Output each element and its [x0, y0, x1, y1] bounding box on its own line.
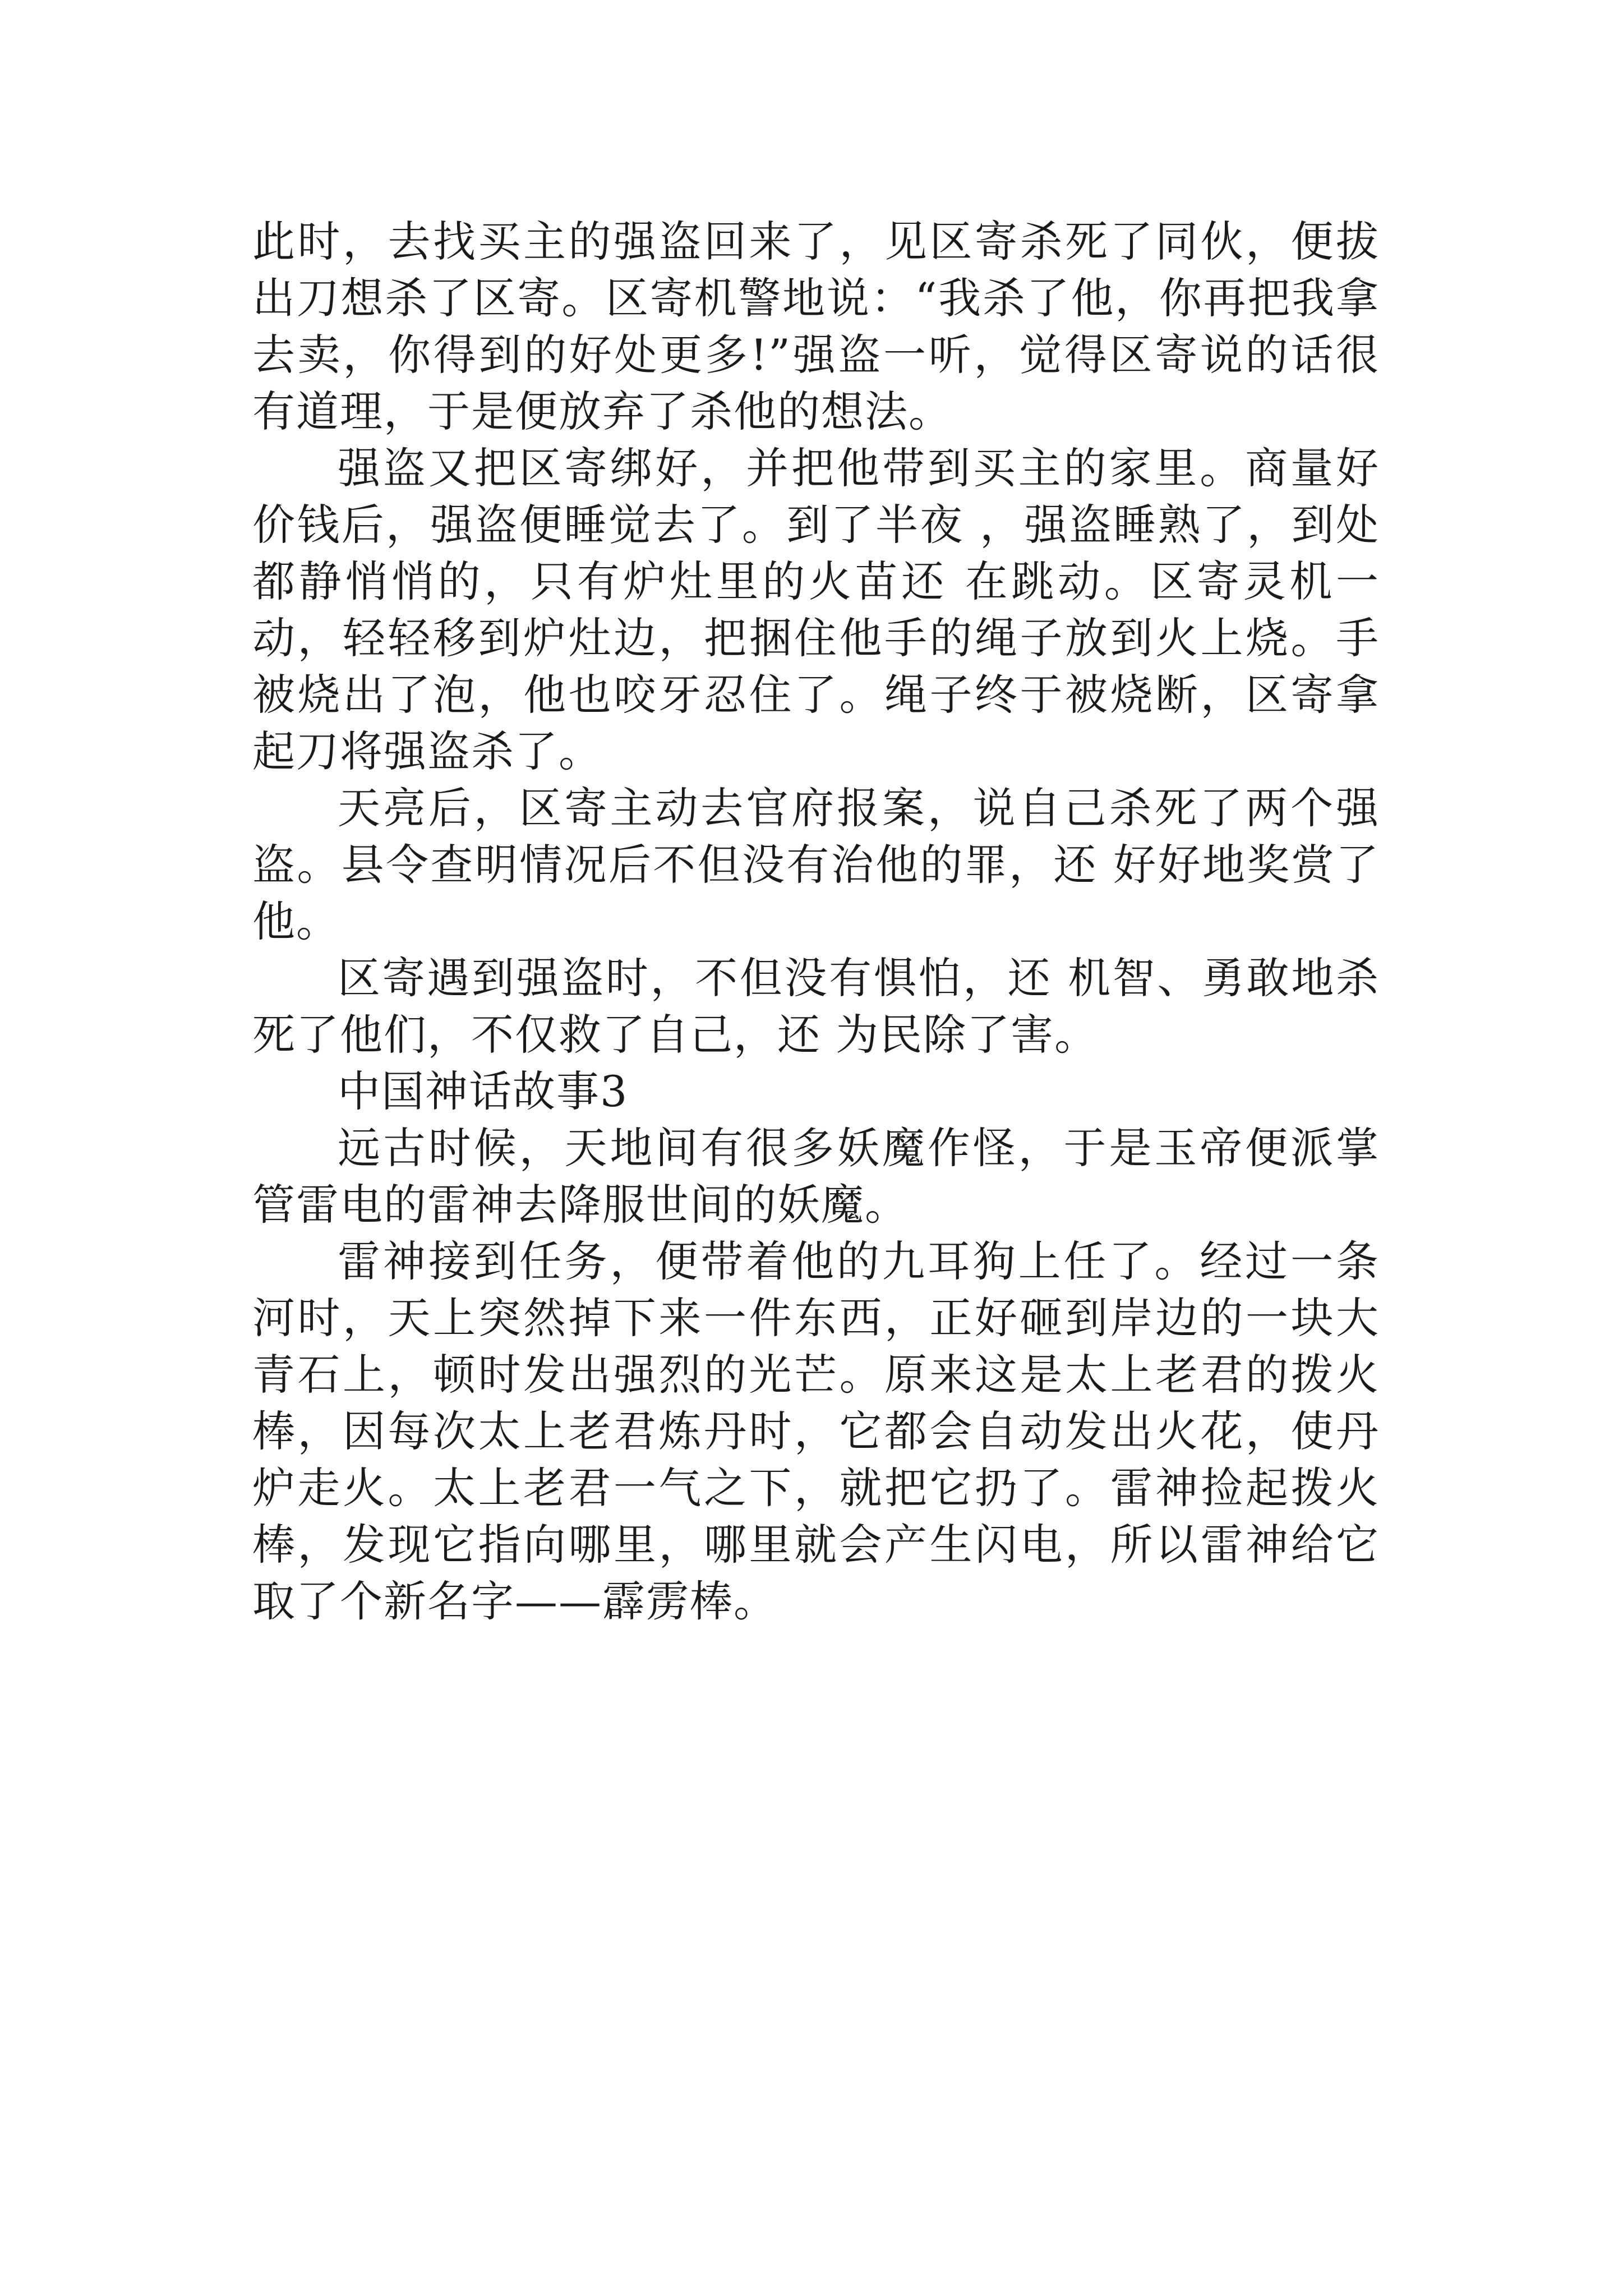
paragraph-3: 天亮后，区寄主动去官府报案，说自己杀死了两个强盗。县令查明情况后不但没有治他的罪，还 好好地奖赏了他。	[252, 783, 1380, 946]
paragraph-1: 此时，去找买主的强盗回来了，见区寄杀死了同伙，便拔出刀想杀了区寄。区寄机警地说：“我杀了他，你再把我拿去卖，你得到的好处更多!”强盗一听，觉得区寄说的话很有道理，于是便放弃了杀他的想法。	[252, 217, 1380, 436]
paragraph-2: 强盗又把区寄绑好，并把他带到买主的家里。商量好价钱后，强盗便睡觉去了。到了半夜 ，强盗睡熟了，到处都静悄悄的，只有炉灶里的火苗还 在跳动。区寄灵机一动，轻轻移到炉灶边，把捆住他手的绳子放到火上烧。手被烧出了泡，他也咬牙忍住了。绳子终于被烧断，区寄拿起刀将强盗杀了。	[252, 443, 1380, 776]
section-heading: 中国神话故事3	[338, 1066, 629, 1116]
paragraph-6: 雷神接到任务，便带着他的九耳狗上任了。经过一条河时，天上突然掉下来一件东西，正好砸到岸边的一块大青石上，顿时发出强烈的光芒。原来这是太上老君的拨火棒，因每次太上老君炼丹时，它都会自动发出火花，使丹炉走火。太上老君一气之下，就把它扔了。雷神捡起拨火棒，发现它指向哪里，哪里就会产生闪电，所以雷神给它取了个新名字——霹雳棒。	[252, 1236, 1380, 1626]
document-body	[252, 213, 1380, 1630]
paragraph-4: 区寄遇到强盗时，不但没有惧怕，还 机智、勇敢地杀死了他们，不仅救了自己，还 为民除了害。	[252, 953, 1380, 1060]
paragraph-5: 远古时候，天地间有很多妖魔作怪，于是玉帝便派掌管雷电的雷神去降服世间的妖魔。	[252, 1123, 1380, 1230]
